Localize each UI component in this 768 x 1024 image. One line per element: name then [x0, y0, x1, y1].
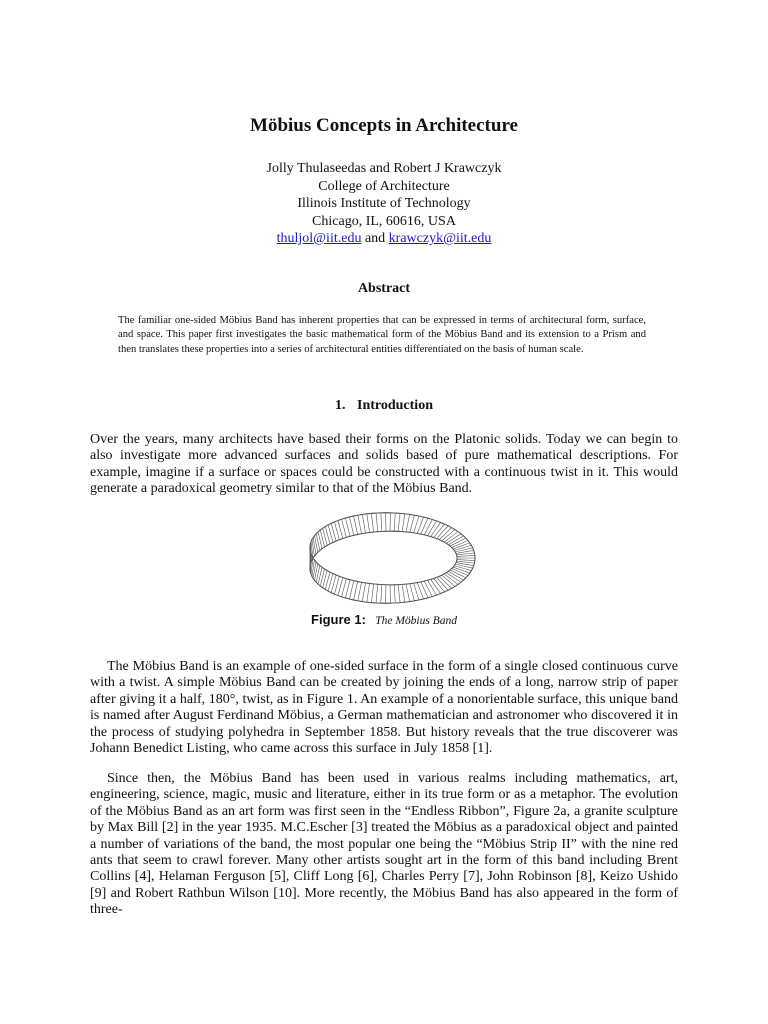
affiliation-college: College of Architecture	[318, 178, 450, 194]
mobius-rib	[424, 581, 432, 596]
figure-1-mobius-illustration	[298, 512, 478, 604]
mobius-rib	[381, 513, 382, 532]
mobius-rib	[457, 555, 475, 556]
mobius-rib	[371, 513, 373, 532]
mobius-rib	[424, 520, 432, 535]
mobius-rib	[354, 516, 358, 535]
mobius-rib	[367, 514, 370, 533]
mobius-rib	[398, 585, 400, 603]
mobius-rib	[455, 564, 472, 568]
mobius-rib	[362, 583, 365, 602]
section-number: 1.	[335, 398, 346, 413]
mobius-rib	[417, 583, 423, 599]
mobius-rib	[358, 582, 362, 601]
paper-title: Möbius Concepts in Architecture	[250, 115, 518, 136]
mobius-edge-0	[310, 513, 475, 603]
figure-label-colon: :	[361, 612, 366, 627]
mobius-rib	[406, 514, 410, 531]
mobius-rib	[367, 583, 370, 602]
mobius-rib	[410, 584, 415, 601]
mobius-rib	[376, 584, 378, 603]
email-line	[0, 230, 768, 248]
mobius-rib	[402, 514, 405, 532]
mobius-rib	[349, 517, 353, 535]
mobius-rib	[342, 519, 347, 537]
figure-label: Figure 1	[311, 612, 362, 627]
intro-paragraph-3: Since then, the Möbius Band has been used in various realms including mathematics, art, engineering, science, magic, music and literature, either in its true form or as a metaphor. The evolution of the Möbius Band as an art form was first seen in the “Endless Ribbon”, Figure 2a, a granite sculpture by Max Bill [2] in the year 1935. M.C.Escher [3] treated the Möbius as a paradoxical object and painted a number of variations of the band, the most popular one being the “Möbius Strip II” with the nine red ants that seem to crawl forever. Many other artists sought art in the form of this band including Brent Collins [4], Helaman Ferguson [5], Cliff Long [6], Charles Perry [7], John Robinson [8], Keizo Ushido [9] and Robert Rathbun Wilson [10]. More recently, the Möbius Band has also appeared in the form of three-	[90, 771, 678, 918]
mobius-rib	[345, 518, 350, 536]
mobius-rib	[358, 515, 362, 534]
mobius-rib	[345, 580, 350, 598]
mobius-rib	[410, 515, 415, 532]
mobius-rib	[398, 513, 400, 531]
mobius-band-icon	[298, 512, 478, 604]
abstract-body: The familiar one-sided Möbius Band has inherent properties that can be expressed in terms of architectural form, surface, and space. This paper first investigates the basic mathematical form of the Möbius Band and its extension to a Prism and then translates these properties into a series of architectural entities differentiated on the basis of human scale.	[118, 315, 646, 355]
author-block	[0, 160, 768, 248]
mobius-rib	[376, 513, 378, 532]
intro-paragraph-1: Over the years, many architects have based their forms on the Platonic solids. Today we can begin to also investigate more advanced surfaces and solids based of pure mathematical descriptions. For example, imagine if a surface or spaces could be constructed with a continuous twist in it. This would generate a paradoxical geometry similar to that of the Möbius Band.	[90, 432, 678, 497]
email-joiner: and	[364, 231, 386, 246]
mobius-rib	[431, 522, 441, 536]
mobius-rib	[406, 584, 410, 601]
section-title: Introduction	[357, 398, 433, 413]
mobius-rib	[428, 580, 437, 595]
mobius-rib	[455, 548, 472, 552]
mobius-rib	[417, 517, 423, 533]
mobius-edge-1	[310, 513, 475, 603]
mobius-rib	[457, 561, 475, 563]
mobius-rib	[338, 578, 343, 596]
mobius-rib	[342, 579, 347, 597]
affiliation-address: Chicago, IL, 60616, USA	[312, 213, 456, 229]
mobius-rib	[402, 584, 405, 602]
figure-1-caption	[0, 612, 768, 628]
mobius-rib	[338, 520, 343, 538]
email-link-thulaseedas[interactable]: thuljol@iit.edu	[276, 231, 362, 246]
mobius-rib	[394, 585, 395, 603]
mobius-rib	[457, 553, 475, 555]
intro-paragraph-2: The Möbius Band is an example of one-sided surface in the form of a single closed continuous curve with a twist. A simple Möbius Band can be created by joining the ends of a long, narrow strip of paper after giving it a half, 180°, twist, as in Figure 1. An example of a nonorientable surface, this unique band is named after August Ferdinand Möbius, a German mathematician and astronomer who discovered it in the process of studying polyhedra in September 1858. But history reveals that the true discoverer was Johann Benedict Listing, who came across this surface in July 1858 [1].	[90, 659, 678, 757]
abstract-heading: Abstract	[357, 281, 411, 296]
mobius-rib	[457, 560, 475, 561]
mobius-rib	[394, 513, 395, 531]
mobius-rib	[428, 521, 437, 536]
mobius-rib	[354, 582, 358, 601]
author-names: Jolly Thulaseedas and Robert J Krawczyk	[266, 161, 502, 176]
figure-caption-text: The Möbius Band	[375, 615, 457, 627]
mobius-rib	[381, 585, 382, 604]
mobius-rib	[431, 579, 441, 593]
mobius-rib	[371, 584, 373, 603]
affiliation-institute: Illinois Institute of Technology	[297, 196, 471, 211]
mobius-rib	[349, 581, 353, 599]
mobius-rib	[362, 514, 365, 533]
email-link-krawczyk[interactable]: krawczyk@iit.edu	[388, 231, 492, 246]
section-heading	[0, 398, 768, 414]
